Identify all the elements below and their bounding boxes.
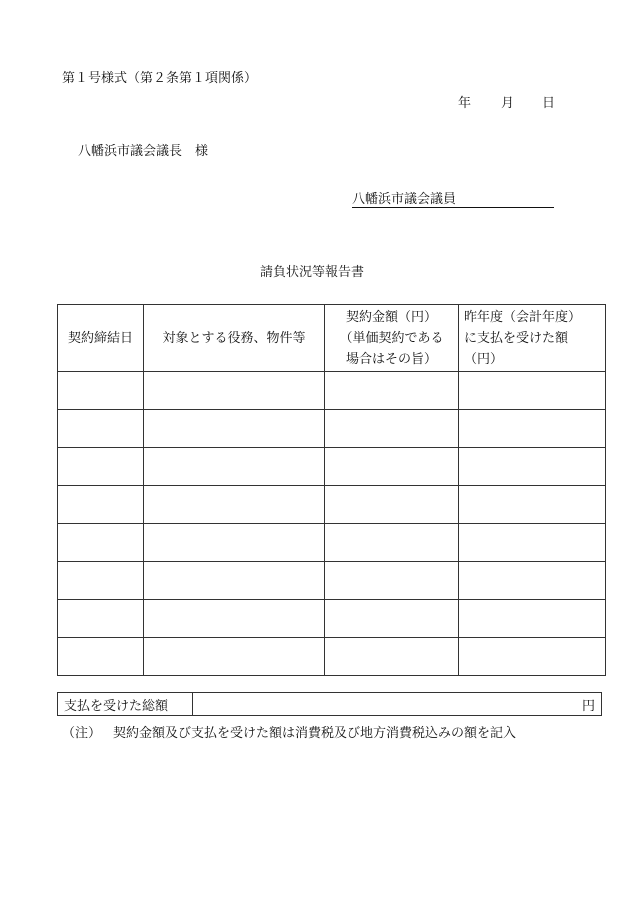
sender-name-field[interactable] xyxy=(352,188,554,208)
table-cell[interactable] xyxy=(58,562,144,600)
table-row xyxy=(58,486,606,524)
table-cell[interactable] xyxy=(58,524,144,562)
table-cell[interactable] xyxy=(325,524,459,562)
table-row xyxy=(58,524,606,562)
table-cell[interactable] xyxy=(144,486,325,524)
table-cell[interactable] xyxy=(58,486,144,524)
table-cell[interactable] xyxy=(459,600,606,638)
form-number: 第１号様式（第２条第１項関係） xyxy=(62,71,258,86)
table-cell[interactable] xyxy=(58,638,144,676)
total-row xyxy=(58,693,602,716)
table-row xyxy=(58,638,606,676)
table-cell[interactable] xyxy=(325,638,459,676)
table-cell[interactable] xyxy=(325,448,459,486)
header-paid-last-year: 昨年度（会計年度） に支払を受けた額 （円） xyxy=(459,305,606,372)
table-cell[interactable] xyxy=(459,410,606,448)
table-cell[interactable] xyxy=(144,448,325,486)
table-cell[interactable] xyxy=(58,448,144,486)
date-year-label: 年 xyxy=(458,96,472,111)
table-cell[interactable] xyxy=(58,410,144,448)
table-row xyxy=(58,600,606,638)
table-row xyxy=(58,448,606,486)
table-cell[interactable] xyxy=(325,600,459,638)
document-title: 請負状況等報告書 xyxy=(260,265,365,280)
table-cell[interactable] xyxy=(459,562,606,600)
date-day-label: 日 xyxy=(542,96,556,111)
report-table xyxy=(57,304,606,676)
table-cell[interactable] xyxy=(325,410,459,448)
total-label: 支払を受けた総額 xyxy=(58,693,193,716)
table-row xyxy=(58,562,606,600)
table-cell[interactable] xyxy=(144,600,325,638)
footnote xyxy=(62,722,516,741)
header-subject: 対象とする役務、物件等 xyxy=(144,305,325,372)
table-cell[interactable] xyxy=(459,448,606,486)
table-cell[interactable] xyxy=(144,562,325,600)
addressee: 八幡浜市議会議長 様 xyxy=(78,144,209,159)
total-unit: 円 xyxy=(581,698,595,714)
footnote-text: 契約金額及び支払を受けた額は消費税及び地方消費税込みの額を記入 xyxy=(113,726,517,741)
table-cell[interactable] xyxy=(144,524,325,562)
table-cell[interactable] xyxy=(325,372,459,410)
total-amount-field[interactable] xyxy=(193,693,602,716)
date-month-label: 月 xyxy=(501,96,515,111)
header-contract-amount: 契約金額（円） （単価契約である 場合はその旨） xyxy=(325,305,459,372)
table-row xyxy=(58,372,606,410)
table-cell[interactable] xyxy=(58,372,144,410)
footnote-prefix: （注） xyxy=(62,726,102,741)
table-cell[interactable] xyxy=(459,524,606,562)
table-row xyxy=(58,410,606,448)
table-cell[interactable] xyxy=(459,372,606,410)
table-cell[interactable] xyxy=(325,486,459,524)
table-cell[interactable] xyxy=(325,562,459,600)
date-field[interactable] xyxy=(458,92,555,111)
total-table xyxy=(57,692,602,716)
table-cell[interactable] xyxy=(459,638,606,676)
table-header-row xyxy=(58,305,606,372)
table-cell[interactable] xyxy=(459,486,606,524)
table-cell[interactable] xyxy=(58,600,144,638)
header-contract-date: 契約締結日 xyxy=(58,305,144,372)
table-cell[interactable] xyxy=(144,372,325,410)
sender-label: 八幡浜市議会議員 xyxy=(352,192,457,207)
table-cell[interactable] xyxy=(144,410,325,448)
table-cell[interactable] xyxy=(144,638,325,676)
